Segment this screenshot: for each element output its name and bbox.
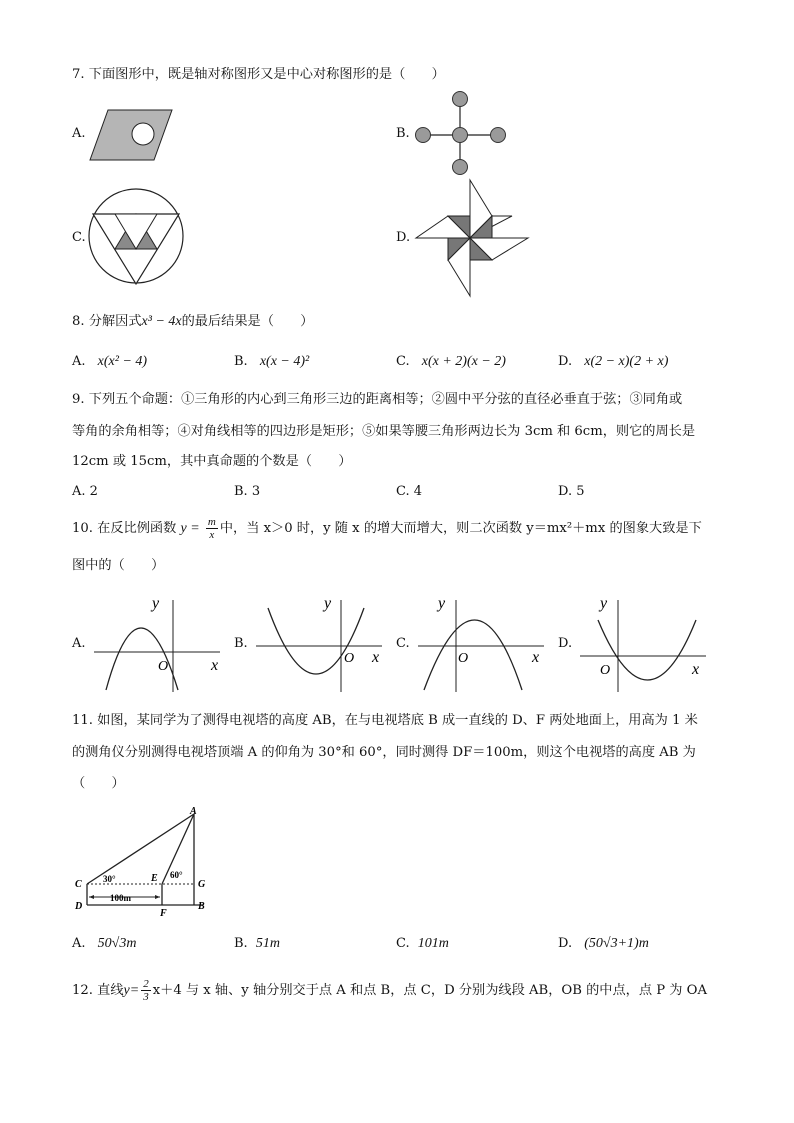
q12-rest: x＋4 与 x 轴、y 轴分别交于点 A 和点 B，点 C，D 分别为线段 AB，OB 的中点，点 P 为 OA	[152, 983, 707, 998]
q11-option-d-text: (50√3+1)m	[584, 936, 649, 951]
q12-y-eq: y=	[123, 983, 140, 998]
q9-line-3: 12cm 或 15cm，其中真命题的个数是（ ）	[72, 454, 352, 469]
q10-graph-b	[254, 590, 394, 696]
q10-d-y: y	[600, 595, 608, 612]
q7-figure-a-circle	[132, 123, 154, 145]
q10-line-2: 图中的（ ）	[72, 558, 165, 573]
q11-option-b-text: 51m	[255, 936, 280, 951]
q8-option-d[interactable]	[558, 354, 668, 370]
q8-option-a-text: x(x² − 4)	[97, 354, 148, 369]
q11-option-c-label: C.	[396, 936, 410, 951]
q9-line-1: 9. 下列五个命题：①三角形的内心到三角形三边的距离相等；②圆中平分弦的直径必垂直于弦；③同角或	[72, 392, 683, 407]
q11-option-a-text: 50√3m	[97, 936, 137, 951]
q10-frac-num: m	[207, 516, 216, 528]
q11-label-d: D	[75, 901, 83, 912]
q11-option-b[interactable]	[234, 936, 280, 952]
q10-a-o: O	[158, 659, 169, 674]
q10-stem	[72, 516, 702, 541]
q10-b-y: y	[324, 595, 332, 612]
q10-y-eq: y =	[180, 521, 200, 536]
q8-stem-prefix: 8. 分解因式	[72, 314, 142, 329]
q9-option-a[interactable]: A. 2	[72, 484, 98, 499]
q10-stem-prefix: 10. 在反比例函数	[72, 521, 177, 536]
q11-line-1: 11. 如图，某同学为了测得电视塔的高度 AB，在与电视塔底 B 成一直线的 D、F 两处地面上，用高为 1 米	[72, 713, 698, 728]
q7-figure-d	[414, 178, 534, 298]
q10-graph-c	[416, 590, 556, 696]
q8-stem	[72, 313, 313, 331]
q11-option-c[interactable]	[396, 936, 449, 952]
q8-option-d-text: x(2 − x)(2 + x)	[584, 354, 669, 369]
q10-b-o: O	[344, 651, 355, 666]
q7-figure-c	[88, 186, 188, 286]
q10-option-a-label: A.	[72, 636, 86, 651]
q10-frac-den: x	[209, 529, 215, 541]
q7-option-d-label: D.	[396, 230, 411, 245]
q7-figure-a	[88, 108, 178, 162]
q11-label-g: G	[198, 879, 206, 890]
q12-prefix: 12. 直线	[72, 983, 124, 998]
q9-option-c[interactable]: C. 4	[396, 484, 423, 499]
q11-label-b: B	[198, 901, 205, 912]
q10-c-o: O	[458, 651, 469, 666]
q10-graph-a	[92, 590, 232, 696]
q11-figure	[70, 808, 220, 920]
q11-label-a: A	[190, 806, 197, 817]
q9-line-2: 等角的余角相等；④对角线相等的四边形是矩形；⑤如果等腰三角形两边长为 3cm 和 6cm，则它的周长是	[72, 424, 696, 439]
q11-angle-30: 30°	[103, 874, 116, 884]
q7-option-b-label: B.	[396, 126, 410, 141]
q10-fraction	[206, 516, 218, 541]
q10-stem-mid: 中，当 x＞0 时，y 随 x 的增大而增大，则二次函数 y＝mx²＋mx 的图象大致是下	[219, 521, 702, 536]
q8-stem-suffix: 的最后结果是（ ）	[181, 314, 314, 329]
q10-d-o: O	[600, 663, 611, 678]
q11-label-f: F	[160, 908, 167, 919]
q8-option-c-text: x(x + 2)(x − 2)	[421, 354, 506, 369]
q11-angle-60: 60°	[170, 870, 183, 880]
q10-c-y: y	[438, 595, 446, 612]
q12-frac-num: 2	[143, 978, 149, 990]
q8-option-c[interactable]	[396, 354, 506, 370]
q7-stem: 7. 下面图形中，既是轴对称图形又是中心对称图形的是（ ）	[72, 67, 445, 82]
q9-option-d[interactable]: D. 5	[558, 484, 585, 499]
q7-option-a-label: A.	[72, 126, 86, 141]
q10-option-b-label: B.	[234, 636, 248, 651]
q11-option-d[interactable]	[558, 936, 649, 952]
q9-option-b[interactable]: B. 3	[234, 484, 261, 499]
q11-label-c: C	[75, 879, 82, 890]
q7-option-c-label: C.	[72, 230, 86, 245]
q8-expression: x³ − 4x	[141, 314, 182, 329]
q8-option-b[interactable]	[234, 354, 309, 370]
q10-option-d-label: D.	[558, 636, 573, 651]
q11-line-2: 的测角仪分别测得电视塔顶端 A 的仰角为 30°和 60°，同时测得 DF＝100m，则这个电视塔的高度 AB 为	[72, 745, 696, 760]
q8-option-b-label: B.	[234, 354, 248, 369]
q8-option-a-label: A.	[72, 354, 86, 369]
q11-option-a-label: A.	[72, 936, 86, 951]
q11-option-a[interactable]	[72, 936, 136, 952]
q11-option-c-text: 101m	[417, 936, 449, 951]
q8-option-a[interactable]	[72, 354, 147, 370]
q10-graph-d	[578, 590, 718, 696]
q11-option-d-label: D.	[558, 936, 573, 951]
q8-option-b-text: x(x − 4)²	[259, 354, 310, 369]
q10-option-c-label: C.	[396, 636, 410, 651]
q11-distance: 100m	[110, 893, 131, 903]
q10-c-x: x	[532, 649, 540, 666]
q11-label-e: E	[151, 873, 158, 884]
q12-fraction	[141, 978, 151, 1003]
q8-option-c-label: C.	[396, 354, 410, 369]
q12-frac-den: 3	[143, 991, 149, 1003]
q11-line-3: （ ）	[72, 776, 125, 791]
q8-option-d-label: D.	[558, 354, 573, 369]
q11-option-b-label: B.	[234, 936, 248, 951]
q10-a-y: y	[152, 595, 160, 612]
q10-b-x: x	[372, 649, 380, 666]
q12-stem	[72, 978, 707, 1003]
q10-d-x: x	[692, 661, 700, 678]
q7-figure-b	[412, 90, 512, 180]
q10-a-x: x	[211, 657, 219, 674]
